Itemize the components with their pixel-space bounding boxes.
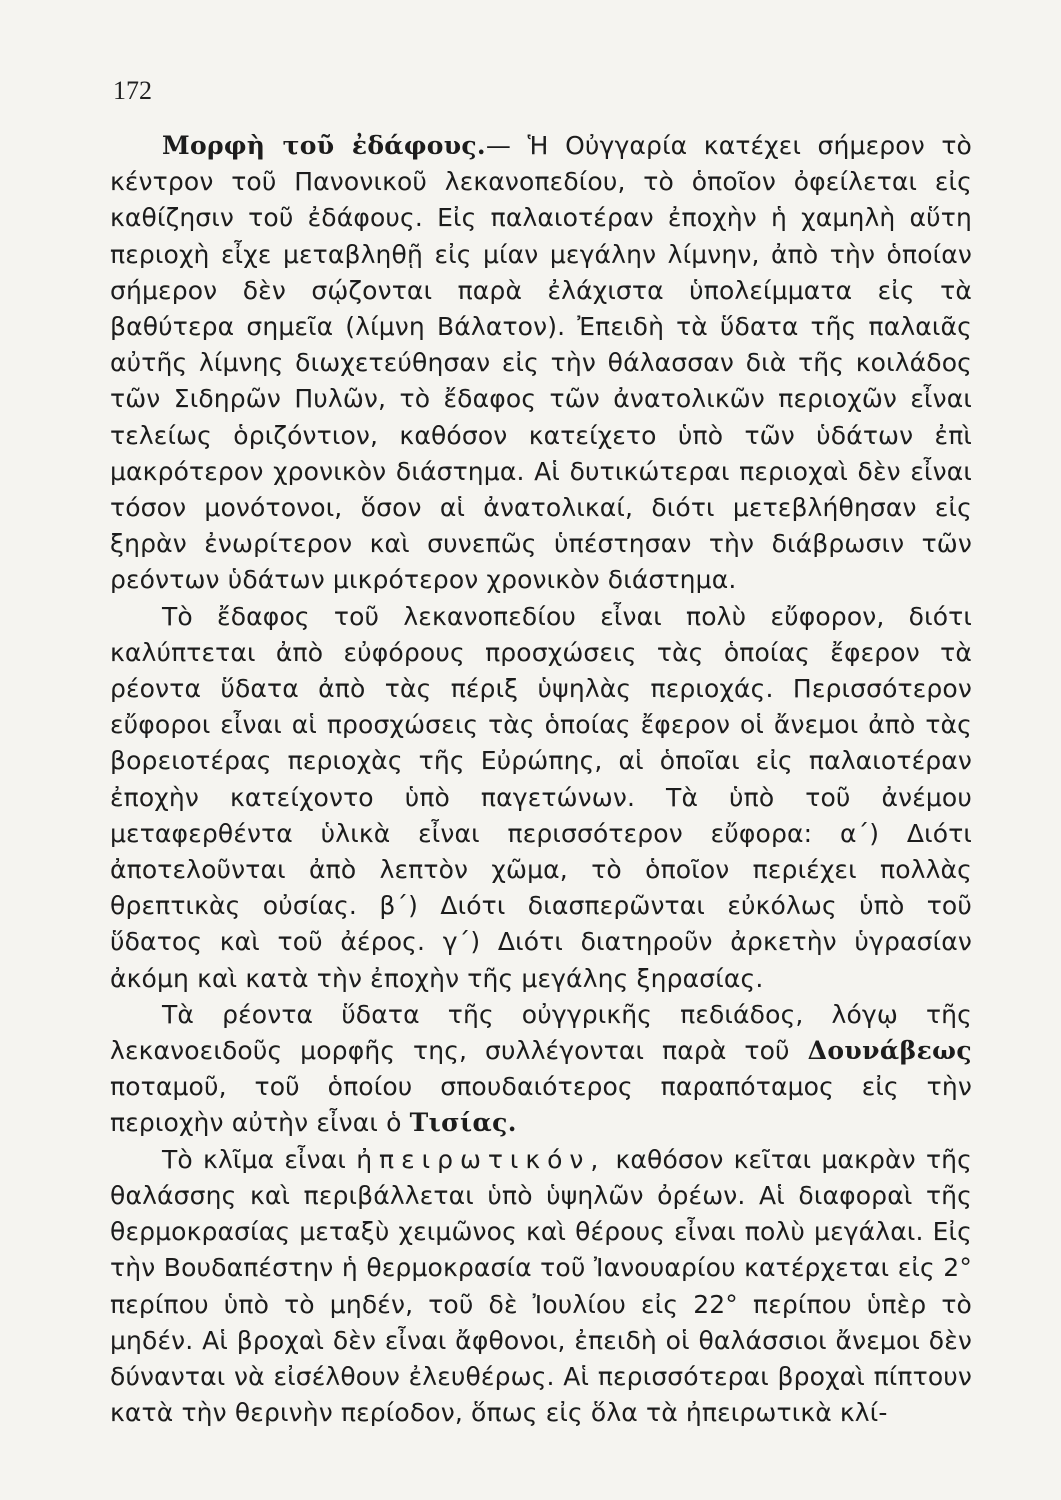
paragraph-rivers bbox=[110, 997, 972, 1142]
paragraph-text: Τὸ ἔδαφος τοῦ λεκανοπεδίου εἶναι πολὺ εὔφορον, διότι καλύπτεται ἀπὸ εὐφόρους προσχώσεις τὰς ὁποίας ἔφερον τὰ ρέοντα ὕδατα ἀπὸ τὰς πέριξ ὑψηλὰς περιοχάς. Περισσότερον εὔφοροι εἶναι αἱ προσχώσεις τὰς ὁποίας ἔφερον οἱ ἄνεμοι ἀπὸ τὰς βορειοτέρας περιοχὰς τῆς Εὐρώπης, αἱ ὁποῖαι εἰς παλαιοτέραν ἐποχὴν κατείχοντο ὑπὸ παγετώνων. Τὰ ὑπὸ τοῦ ἀνέμου μεταφερθέντα ὑλικὰ εἶναι περισσότερον εὔφορα: α´) Διότι ἀποτελοῦνται ἀπὸ λεπτὸν χῶμα, τὸ ὁποῖον περιέχει πολλὰς θρεπτικὰς οὐσίας. β´) Διότι διασπερῶνται εὐκόλως ὑπὸ τοῦ ὕδατος καὶ τοῦ ἀέρος. γ´) Διότι διατηροῦν ἀρκετὴν ὑγρασίαν ἀκόμη καὶ κατὰ τὴν ἐποχὴν τῆς μεγάλης ξηρασίας. bbox=[110, 601, 972, 993]
paragraph-text: Τὰ ρέοντα ὕδατα τῆς οὐγγρικῆς πεδιάδος, λόγῳ τῆς λεκανοειδοῦς μορφῆς της, συλλέγονται παρὰ τοῦ bbox=[110, 999, 972, 1066]
page-number: 172 bbox=[113, 76, 152, 105]
paragraph-text: καθόσον κεῖται μακρὰν τῆς θαλάσσης καὶ περιβάλλεται ὑπὸ ὑψηλῶν ὀρέων. Αἱ διαφοραὶ τῆς θερμοκρασίας μεταξὺ χειμῶνος καὶ θέρους εἶναι πολὺ μεγάλαι. Εἰς τὴν Βουδαπέστην ἡ θερμοκρασία τοῦ Ἰανουαρίου κατέρχεται εἰς 2° περίπου ὑπὸ τὸ μηδέν, τοῦ δὲ Ἰουλίου εἰς 22° περίπου ὑπὲρ τὸ μηδέν. Αἱ βροχαὶ δὲν εἶναι ἄφθονοι, ἐπειδὴ οἱ θαλάσσιοι ἄνεμοι δὲν δύνανται νὰ εἰσέλθουν ἐλευθέρως. Αἱ περισσότεραι βροχαὶ πίπτουν κατὰ τὴν θερινὴν περίοδον, ὅπως εἰς ὅλα τὰ ἠπειρωτικὰ κλί- bbox=[110, 1144, 972, 1428]
river-tisza: Τισίας. bbox=[409, 1108, 517, 1138]
paragraph-text: — Ἡ Οὐγγαρία κατέχει σήμερον τὸ κέντρον τοῦ Πανονικοῦ λεκανοπεδίου, τὸ ὁποῖον ὀφείλεται εἰς καθίζησιν τοῦ ἐδάφους. Εἰς παλαιοτέραν ἐποχὴν ἡ χαμηλὴ αὕτη περιοχὴ εἶχε μεταβληθῇ εἰς μίαν μεγάλην λίμνην, ἀπὸ τὴν ὁποίαν σήμερον δὲν σῴζονται παρὰ ἐλάχιστα ὑπολείμματα εἰς τὰ βαθύτερα σημεῖα (λίμνη Βάλατον). Ἐπειδὴ τὰ ὕδατα τῆς παλαιᾶς αὐτῆς λίμνης διωχετεύθησαν εἰς τὴν θάλασσαν διὰ τῆς κοιλάδος τῶν Σιδηρῶν Πυλῶν, τὸ ἔδαφος τῶν ἀνατολικῶν περιοχῶν εἶναι τελείως ὁριζόντιον, καθόσον κατείχετο ὑπὸ τῶν ὑδάτων ἐπὶ μακρότερον χρονικὸν διάστημα. Αἱ δυτικώτεραι περιοχαὶ δὲν εἶναι τόσον μονότονοι, ὅσον αἱ ἀνατολικαί, διότι μετεβλήθησαν εἰς ξηρὰν ἐνωρίτερον καὶ συνεπῶς ὑπέστησαν τὴν διάβρωσιν τῶν ρεόντων ὑδάτων μικρότερον χρονικὸν διάστημα. bbox=[110, 131, 972, 595]
paragraph-text: Τὸ κλῖμα εἶναι bbox=[162, 1144, 357, 1174]
section-heading: Μορφὴ τοῦ ἐδάφους. bbox=[162, 131, 486, 160]
paragraph-fertility bbox=[110, 599, 972, 997]
paragraph-soil-form bbox=[110, 128, 972, 599]
river-danube: Δουνάβεως bbox=[807, 1036, 972, 1066]
body-text bbox=[110, 128, 972, 1431]
emphasized-word: ἠπειρωτικόν, bbox=[356, 1144, 606, 1174]
paragraph-climate bbox=[110, 1142, 972, 1432]
paragraph-text: ποταμοῦ, τοῦ ὁποίου σπουδαιότερος παραπόταμος εἰς τὴν περιοχὴν αὐτὴν εἶναι ὁ bbox=[110, 1072, 972, 1138]
